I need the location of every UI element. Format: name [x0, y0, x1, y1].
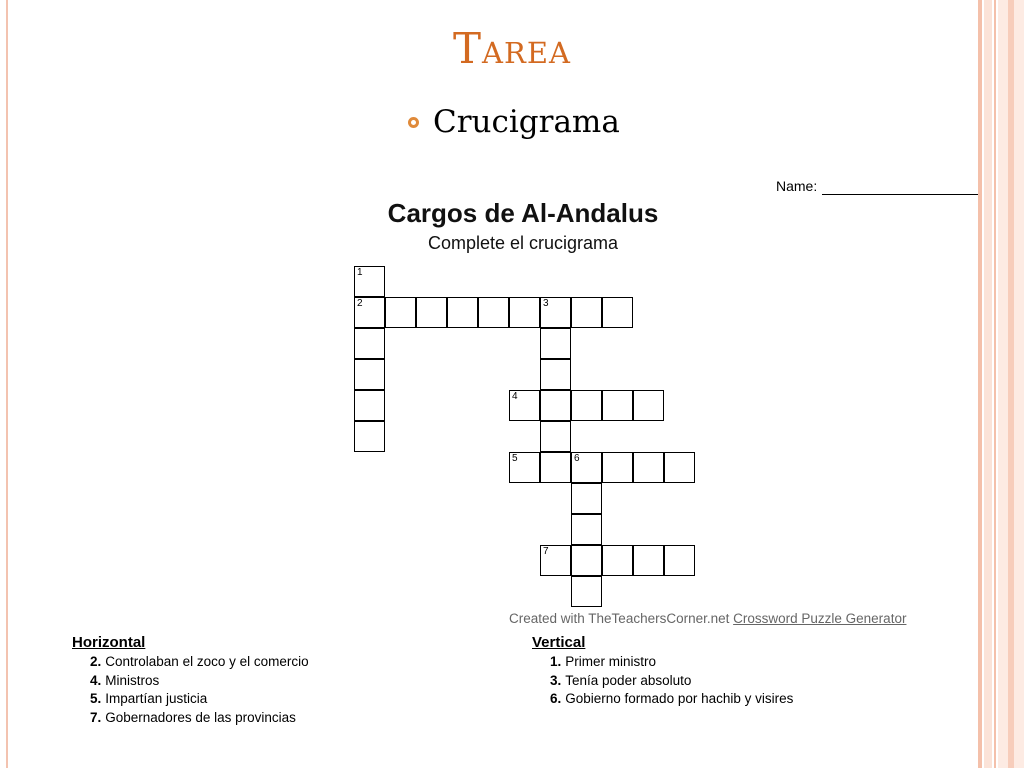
cell-number: 6 [574, 453, 580, 464]
clue-across-4: 4. Ministros [90, 673, 160, 688]
slide-border-right [984, 0, 992, 768]
crossword-cell[interactable] [571, 483, 602, 514]
crossword-cell[interactable] [416, 297, 447, 328]
crossword-cell[interactable] [602, 545, 633, 576]
slide-border-left [6, 0, 8, 768]
crossword-cell[interactable] [354, 421, 385, 452]
crossword-cell[interactable] [602, 452, 633, 483]
crossword-cell[interactable] [478, 297, 509, 328]
cell-number: 2 [357, 298, 363, 309]
name-line [822, 194, 978, 195]
cell-number: 4 [512, 391, 518, 402]
crossword-cell[interactable] [540, 452, 571, 483]
crossword-cell[interactable] [664, 452, 695, 483]
crossword-cell[interactable] [509, 452, 540, 483]
crossword-cell[interactable] [571, 576, 602, 607]
name-label: Name: [776, 178, 818, 194]
slide-border-right [978, 0, 982, 768]
crossword-cell[interactable] [633, 545, 664, 576]
clue-down-1: 1. Primer ministro [550, 654, 657, 669]
puzzle-subtitle: Complete el crucigrama [427, 233, 619, 253]
cell-number: 5 [512, 453, 518, 464]
crossword-cell[interactable] [571, 390, 602, 421]
slide-title: Tarea [453, 24, 571, 73]
crossword-cell[interactable] [571, 452, 602, 483]
crossword-cell[interactable] [540, 421, 571, 452]
crossword-cell[interactable] [602, 390, 633, 421]
crossword-cell[interactable] [354, 359, 385, 390]
crossword-cell[interactable] [354, 328, 385, 359]
crossword-cell[interactable] [633, 390, 664, 421]
clue-down-3: 3. Tenía poder absoluto [550, 673, 692, 688]
clue-across-5: 5. Impartían justicia [90, 691, 208, 706]
bullet-circle-icon [408, 117, 419, 128]
crossword-cell[interactable] [540, 328, 571, 359]
slide-border-right [1008, 0, 1014, 768]
crossword-cell[interactable] [540, 390, 571, 421]
crossword-cell[interactable] [571, 545, 602, 576]
clue-across-7: 7. Gobernadores de las provincias [90, 710, 296, 725]
crossword-cell[interactable] [633, 452, 664, 483]
credit-line [509, 611, 906, 626]
crossword-cell[interactable] [571, 297, 602, 328]
crossword-cell[interactable] [571, 514, 602, 545]
credit-link[interactable]: Crossword Puzzle Generator [733, 611, 907, 626]
crossword-cell[interactable] [509, 390, 540, 421]
crossword-cell[interactable] [385, 297, 416, 328]
crossword-cell[interactable] [540, 359, 571, 390]
crossword-cell[interactable] [540, 545, 571, 576]
crossword-cell[interactable] [354, 390, 385, 421]
down-heading: Vertical [532, 634, 586, 651]
bullet-item [408, 104, 620, 140]
across-heading: Horizontal [72, 634, 146, 651]
cell-number: 7 [543, 546, 549, 557]
crossword-cell[interactable] [664, 545, 695, 576]
clue-down-6: 6. Gobierno formado por hachib y visires [550, 691, 794, 706]
crossword-cell[interactable] [509, 297, 540, 328]
credit-text: Created with TheTeachersCorner.net [509, 611, 734, 626]
crossword-cell[interactable] [354, 297, 385, 328]
cell-number: 3 [543, 298, 549, 309]
cell-number: 1 [357, 267, 363, 278]
crossword-cell[interactable] [602, 297, 633, 328]
clue-across-2: 2. Controlaban el zoco y el comercio [90, 654, 309, 669]
slide-border-right [994, 0, 996, 768]
crossword-cell[interactable] [447, 297, 478, 328]
crossword-cell[interactable] [540, 297, 571, 328]
crossword-cell[interactable] [354, 266, 385, 297]
bullet-text: Crucigrama [433, 104, 620, 140]
puzzle-title: Cargos de Al-Andalus [387, 198, 659, 228]
